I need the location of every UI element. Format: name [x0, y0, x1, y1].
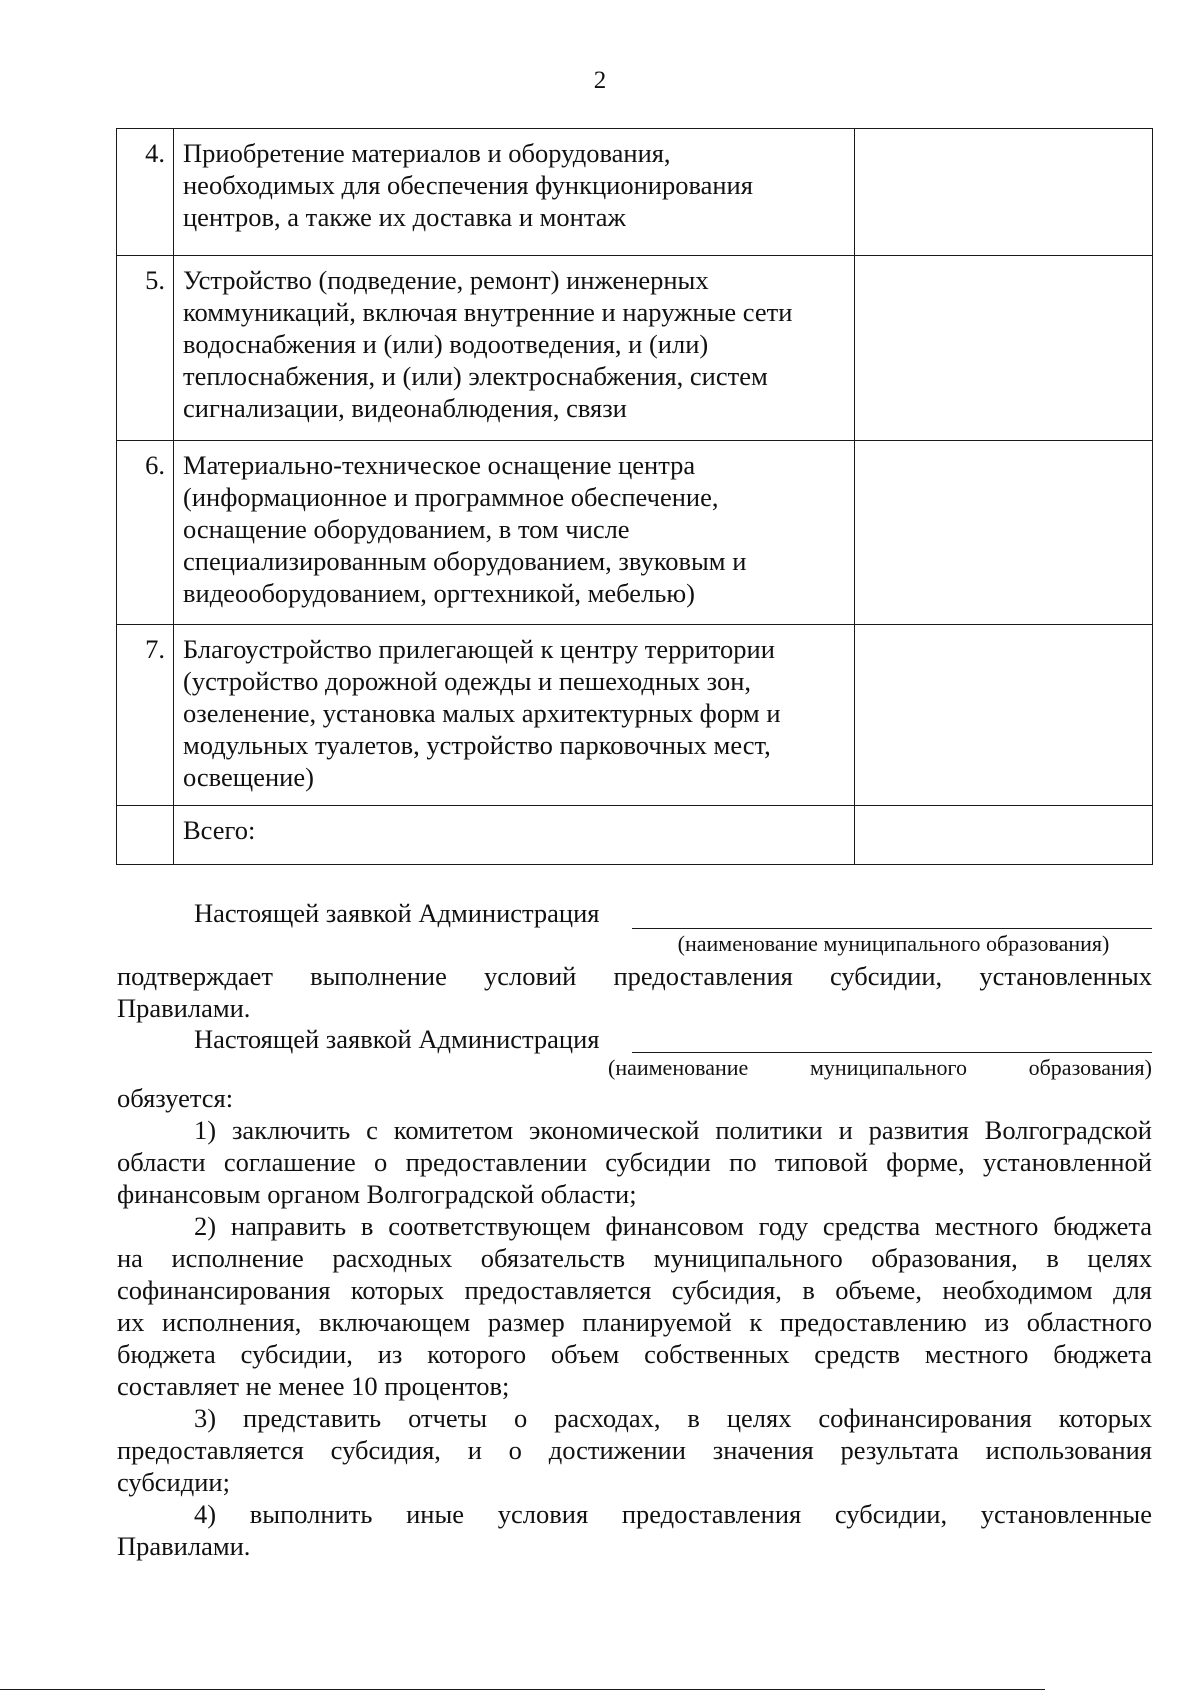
description-line: теплоснабжения, и (или) электроснабжения, систем	[183, 361, 768, 391]
row-amount-cell	[855, 625, 1153, 806]
obligation-item	[117, 1402, 1152, 1498]
statement2-lead: Настоящей заявкой Администрация	[194, 1024, 600, 1054]
statement2-obliges: обязуется:	[117, 1083, 234, 1113]
description-line: озеленение, установка малых архитектурных форм и	[183, 698, 781, 728]
obligation-line: на исполнение расходных обязательств муниципального образования, в целях	[117, 1243, 1152, 1273]
row-amount-cell	[855, 129, 1153, 256]
description-line: освещение)	[183, 762, 314, 792]
description-line: (устройство дорожной одежды и пешеходных зон,	[183, 666, 752, 696]
obligation-line: их исполнения, включающем размер планируемой к предоставлению из областного	[117, 1307, 1152, 1337]
row-number: 6.	[117, 441, 174, 625]
description-line: Приобретение материалов и оборудования,	[183, 138, 671, 168]
row-number: 7.	[117, 625, 174, 806]
description-line: специализированным оборудованием, звуковым и	[183, 546, 747, 576]
obligation-line: финансовым органом Волгоградской области;	[117, 1179, 637, 1209]
obligation-line: субсидии;	[117, 1467, 230, 1497]
obligation-item	[117, 1210, 1152, 1402]
row-description	[174, 256, 855, 441]
obligation-line: 1) заключить с комитетом экономической политики и развития Волгоградской	[194, 1115, 1152, 1145]
description-line: центров, а также их доставка и монтаж	[183, 202, 626, 232]
row-amount-cell	[855, 441, 1153, 625]
row-description	[174, 625, 855, 806]
description-line: водоснабжения и (или) водоотведения, и (или)	[183, 329, 709, 359]
obligation-item	[117, 1114, 1152, 1210]
obligation-line: бюджета субсидии, из которого объем собственных средств местного бюджета	[117, 1339, 1152, 1369]
obligation-line: 4) выполнить иные условия предоставления субсидии, установленные	[194, 1499, 1152, 1529]
caption-word: муниципального	[809, 1055, 967, 1080]
obligation-line: софинансирования которых предоставляется субсидия, в объеме, необходимом для	[117, 1275, 1152, 1305]
description-line: сигнализации, видеонаблюдения, связи	[183, 393, 627, 423]
row-number: 5.	[117, 256, 174, 441]
bottom-divider	[0, 1689, 1045, 1690]
statement1-line2: Правилами.	[117, 993, 251, 1023]
obligation-item	[117, 1498, 1152, 1562]
row-description	[174, 441, 855, 625]
description-line: (информационное и программное обеспечение,	[183, 482, 719, 512]
statement1-line1: подтверждает выполнение условий предоставления субсидии, установленных	[117, 961, 1152, 991]
obligation-line: 2) направить в соответствующем финансовом году средства местного бюджета	[194, 1211, 1152, 1241]
total-amount-cell	[855, 806, 1153, 865]
municipality-name-line-1	[632, 928, 1152, 929]
table-row	[117, 256, 1153, 441]
statement1-lead: Настоящей заявкой Администрация	[194, 898, 600, 928]
row-number: 4.	[117, 129, 174, 256]
obligation-line: области соглашение о предоставлении субсидии по типовой форме, установленной	[117, 1147, 1152, 1177]
statement2-caption	[608, 1055, 1152, 1081]
cost-table-body	[117, 129, 1153, 865]
description-line: коммуникаций, включая внутренние и наружные сети	[183, 297, 793, 327]
total-label: Всего:	[174, 806, 855, 865]
caption-word: образования)	[1028, 1055, 1152, 1080]
statement1-caption: (наименование муниципального образования)	[677, 931, 1110, 956]
total-number	[117, 806, 174, 865]
obligation-line: 3) представить отчеты о расходах, в целях софинансирования которых	[194, 1403, 1152, 1433]
description-line: видеооборудованием, оргтехникой, мебелью)	[183, 578, 696, 608]
page-number: 2	[593, 67, 607, 94]
row-amount-cell	[855, 256, 1153, 441]
total-row	[117, 806, 1153, 865]
description-line: необходимых для обеспечения функционирования	[183, 170, 753, 200]
caption-word: (наименование	[608, 1055, 749, 1080]
table-row	[117, 625, 1153, 806]
row-description	[174, 129, 855, 256]
description-line: Материально-техническое оснащение центра	[183, 450, 696, 480]
municipality-name-line-2	[632, 1052, 1152, 1053]
table-row	[117, 129, 1153, 256]
obligation-line: предоставляется субсидия, и о достижении значения результата использования	[117, 1435, 1152, 1465]
table-row	[117, 441, 1153, 625]
description-line: Благоустройство прилегающей к центру территории	[183, 634, 775, 664]
obligation-line: составляет не менее 10 процентов;	[117, 1371, 510, 1401]
description-line: Устройство (подведение, ремонт) инженерных	[183, 265, 709, 295]
description-line: оснащение оборудованием, в том числе	[183, 514, 630, 544]
cost-table	[116, 128, 1153, 865]
obligation-line: Правилами.	[117, 1531, 251, 1561]
description-line: модульных туалетов, устройство парковочных мест,	[183, 730, 771, 760]
